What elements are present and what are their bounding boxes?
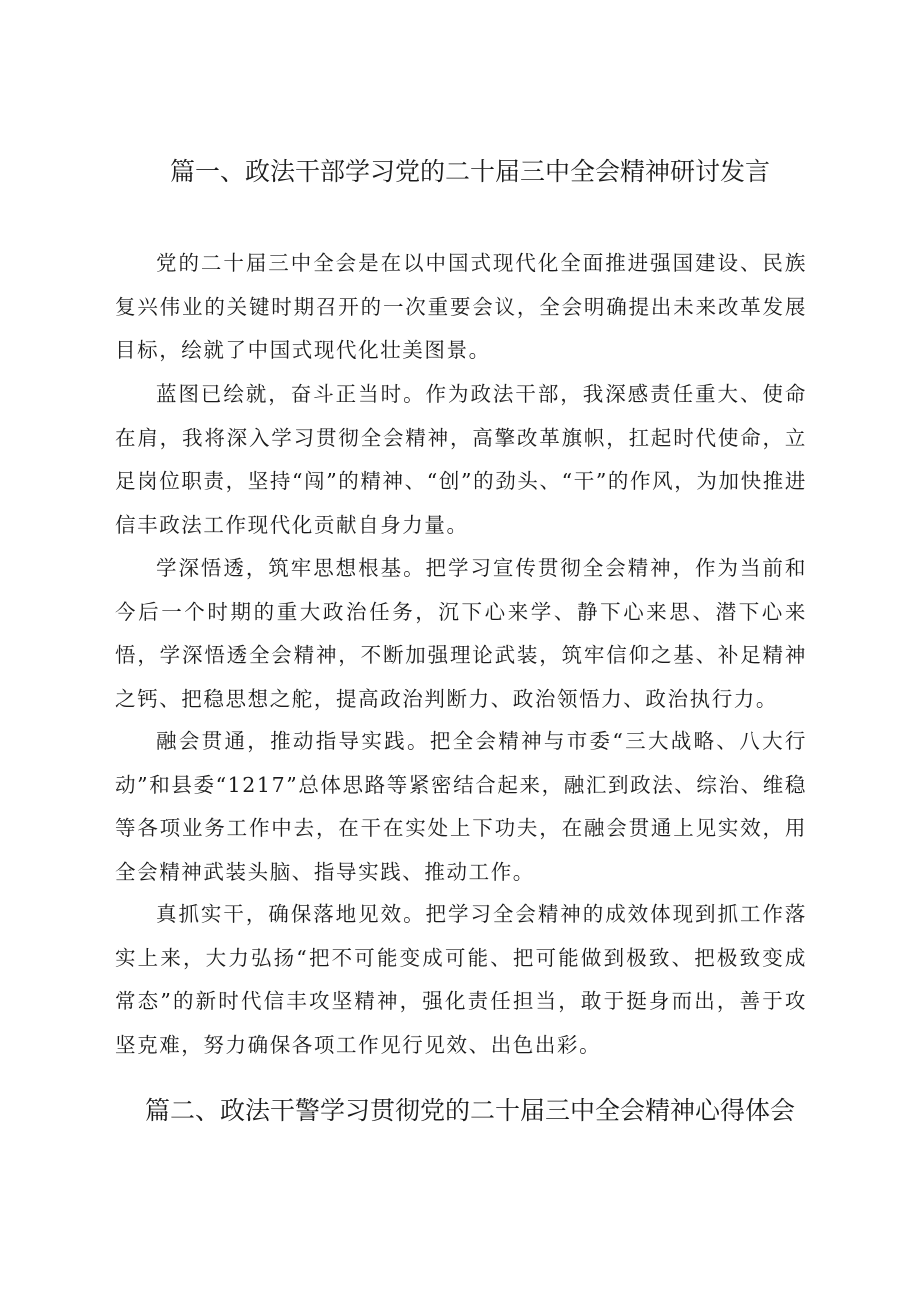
- section-1-title: 篇一、政法干部学习党的二十届三中全会精神研讨发言: [169, 157, 770, 186]
- section-2-title: 篇二、政法干警学习贯彻党的二十届三中全会精神心得体会: [144, 1096, 795, 1125]
- section-1-paragraph-4: 融会贯通，推动指导实践。把全会精神与市委“三大战略、八大行动”和县委“1217”总体思路等紧密结合起来，融汇到政法、综治、维稳等各项业务工作中去，在干在实处上下功夫，在融会贯通上见实效，用全会精神武装头脑、指导实践、推动工作。: [115, 729, 807, 884]
- section-1-paragraph-2: 蓝图已绘就，奋斗正当时。作为政法干部，我深感责任重大、使命在肩，我将深入学习贯彻全会精神，高擎改革旗帜，扛起时代使命，立足岗位职责，坚持“闯”的精神、“创”的劲头、“干”的作风，为加快推进信丰政法工作现代化贡献自身力量。: [115, 382, 807, 537]
- section-1-paragraph-5: 真抓实干，确保落地见效。把学习全会精神的成效体现到抓工作落实上来，大力弘扬“把不可能变成可能、把可能做到极致、把极致变成常态”的新时代信丰攻坚精神，强化责任担当，敢于挺身而出，善于攻坚克难，努力确保各项工作见行见效、出色出彩。: [115, 902, 807, 1057]
- section-1-paragraph-3: 学深悟透，筑牢思想根基。把学习宣传贯彻全会精神，作为当前和今后一个时期的重大政治任务，沉下心来学、静下心来思、潜下心来悟，学深悟透全会精神，不断加强理论武装，筑牢信仰之基、补足精神之钙、把稳思想之舵，提高政治判断力、政治领悟力、政治执行力。: [115, 556, 807, 711]
- section-1-paragraph-1: 党的二十届三中全会是在以中国式现代化全面推进强国建设、民族复兴伟业的关键时期召开的一次重要会议，全会明确提出未来改革发展目标，绘就了中国式现代化壮美图景。: [115, 251, 807, 362]
